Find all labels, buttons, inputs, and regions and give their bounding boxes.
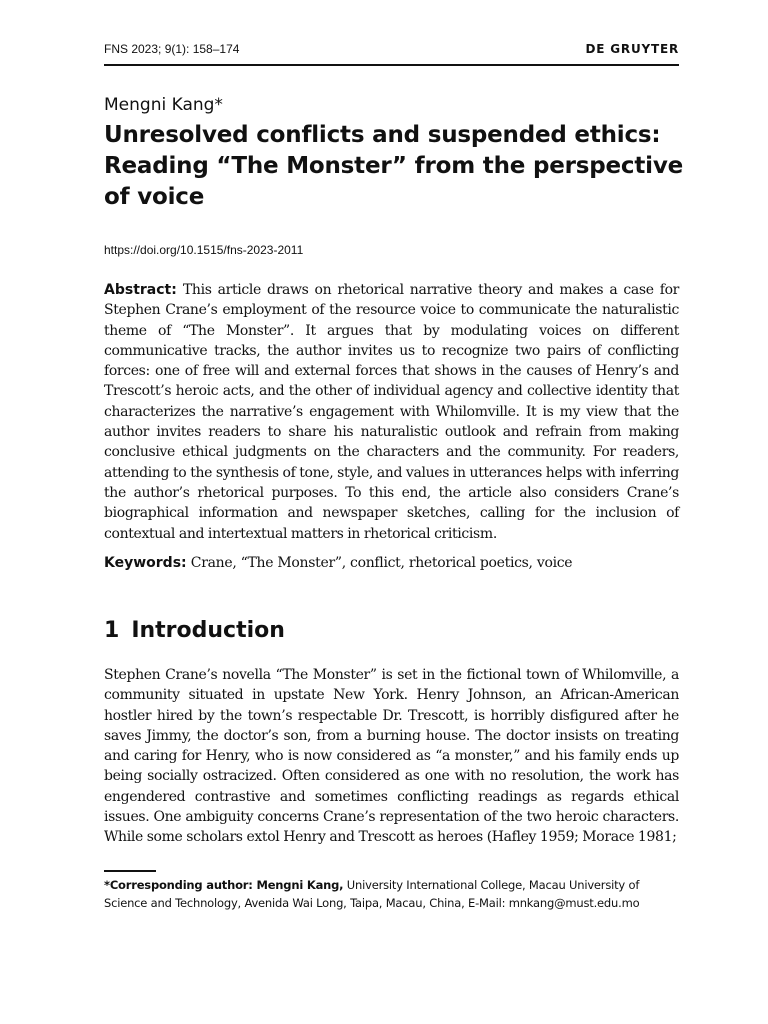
keywords-label: Keywords:: [104, 555, 187, 571]
footnote-divider: [104, 870, 156, 872]
footnote-label: *Corresponding author: Mengni Kang,: [104, 878, 344, 892]
running-header: [104, 42, 679, 66]
section-number: 1: [104, 618, 120, 643]
abstract-text: This article draws on rhetorical narrative theory and makes a case for Stephen Crane’s employment of the resource voice to communicate the naturalistic theme of “The Monster”. It argues that by modulating voices on different communicative tracks, the author invites us to recognize two pairs of conflicting forces: one of free will and external forces that shows in the causes of Henry’s and Trescott’s heroic acts, and the other of individual agency and collective identity that characterizes the narrative’s engagement with Whilomville. It is my view that the author invites readers to share his naturalistic outlook and refrain from making conclusive ethical judgments on the characters and the community. For readers, attending to the synthesis of tone, style, and values in utterances helps with inferring the author’s rhetorical purposes. To this end, the article also considers Crane’s biographical information and newspaper sketches, calling for the inclusion of contextual and intertextual matters in rhetorical criticism.: [104, 282, 679, 542]
doi-link[interactable]: https://doi.org/10.1515/fns-2023-2011: [104, 243, 304, 257]
abstract-label: Abstract:: [104, 282, 177, 298]
footnote-text: University International College, Macau University of Science and Technology, Avenida Wai Long, Taipa, Macau, China, E-Mail: mnkang@must.edu.mo: [104, 878, 640, 910]
introduction-paragraph: Stephen Crane’s novella “The Monster” is set in the fictional town of Whilomville, a community situated in upstate New York. Henry Johnson, an African-American hostler hired by the town’s respectable Dr. Trescott, is horribly disfigured after he saves Jimmy, the doctor’s son, from a burning house. The doctor insists on treating and caring for Henry, who is now considered as “a monster,” and his family ends up being socially ostracized. Often considered as one with no resolution, the work has engendered contrastive and sometimes conflicting readings as regards ethical issues. One ambiguity concerns Crane’s representation of the two heroic characters. While some scholars extol Henry and Trescott as heroes (Hafley 1959; Morace 1981;: [104, 667, 679, 846]
author-name: Mengni Kang*: [104, 95, 223, 115]
abstract: [104, 280, 679, 544]
footnote: [104, 876, 679, 912]
article-title: Unresolved conflicts and suspended ethics: Reading “The Monster” from the perspective of voice: [104, 122, 684, 210]
journal-reference: FNS 2023; 9(1): 158–174: [104, 42, 240, 56]
publisher-name: DE GRUYTER: [585, 42, 679, 56]
keywords-text: Crane, “The Monster”, conflict, rhetorical poetics, voice: [190, 555, 573, 571]
section-heading: [104, 618, 285, 643]
keywords: [104, 555, 679, 571]
section-title: Introduction: [131, 618, 285, 643]
